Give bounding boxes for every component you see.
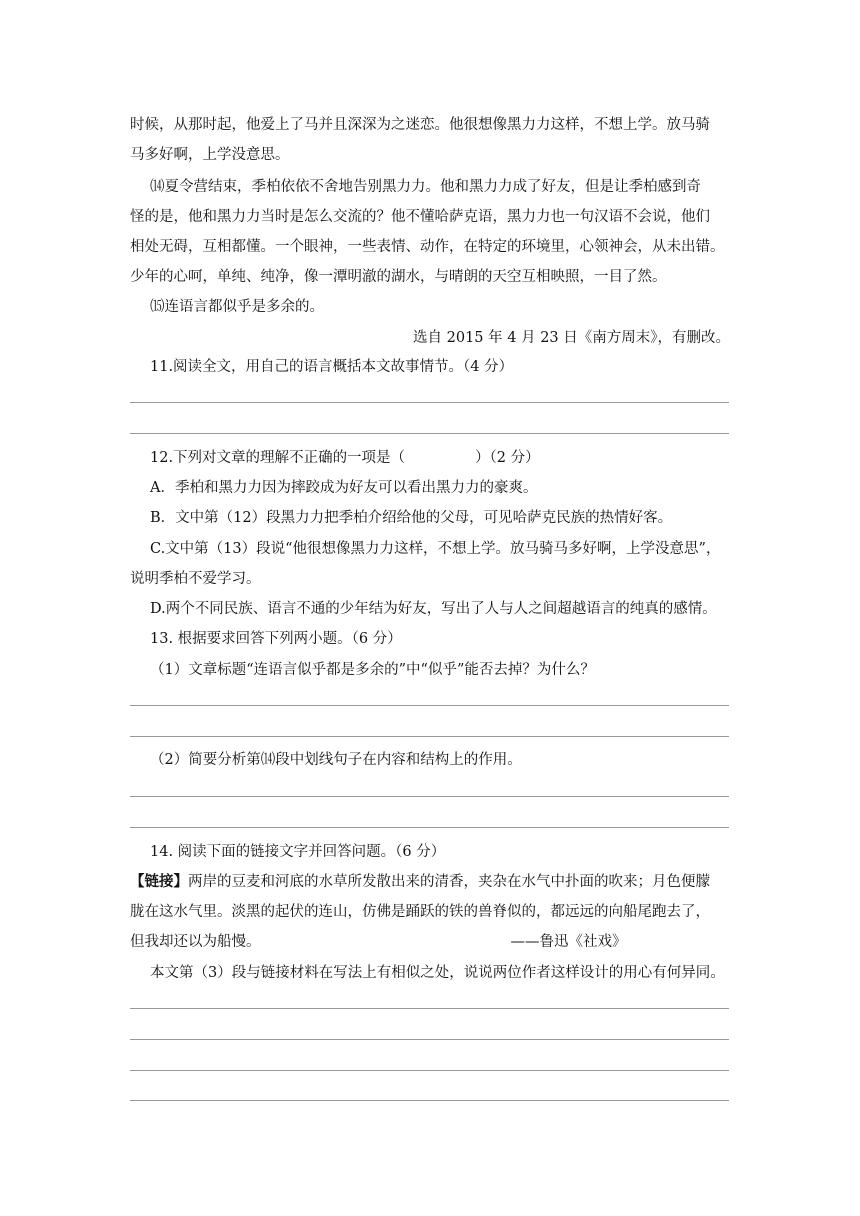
link-attribution: ——鲁迅《社戏》 [510,934,627,950]
question-13: 13. 根据要求回答下列两小题。（6 分） [150,631,402,647]
emphasis-char: 不 [289,450,304,466]
option-c: C.文中第（13）段说“他很想像黑力力这样，不想上学。放马骑马多好啊，上学没意思”， [150,541,721,557]
emphasis-char: 乎 [311,662,327,678]
option-a: A．季柏和黑力力因为摔跤成为好友可以看出黑力力的豪爽。 [150,480,538,496]
question-12 [150,448,540,468]
source-citation: 选自 2015 年 4 月 23 日《南方周末》，有删改。 [413,330,730,346]
question-12-text: 的一项是（ [332,450,406,466]
option-b: B．文中第（12）段黑力力把季柏介绍给他的父母，可见哈萨克民族的热情好客。 [150,510,673,526]
body-text-line: 时候，从那时起，他爱上了马并且深深为之迷恋。他很想像黑力力这样，不想上学。放马骑 [130,117,710,133]
link-text-line [130,932,627,952]
emphasis-char: 似 [297,662,312,678]
question-14: 14. 阅读下面的链接文字并回答问题。（6 分） [150,844,446,860]
answer-line[interactable] [130,433,729,434]
answer-line[interactable] [130,1070,729,1071]
answer-line[interactable] [130,1039,729,1040]
body-text-line: 怪的是，他和黑力力当时是怎么交流的？他不懂哈萨克语，黑力力也一句汉语不会说，他们 [130,209,710,225]
body-text-line: ⒁夏令营结束，季柏依依不舍地告别黑力力。他和黑力力成了好友，但是让季柏感到奇 [150,179,701,195]
body-text-line: ⒂连语言都似乎是多余的。 [150,299,324,315]
question-12-text: 12.下列对文章的理解 [150,450,290,466]
answer-line[interactable] [130,705,729,706]
question-11: 11.阅读全文，用自己的语言概括本文故事情节。（4 分） [150,359,514,375]
body-text-line: 马多好啊，上学没意思。 [130,147,290,163]
answer-line[interactable] [130,736,729,737]
question-13-1 [150,660,595,680]
question-13-2: （2）简要分析第⒁段中划线句子在内容和结构上的作用。 [150,752,522,768]
emphasis-char: 正 [303,450,319,466]
answer-line[interactable] [130,827,729,828]
body-text-line: 相处无碍，互相都懂。一个眼神，一些表情、动作，在特定的环境里，心领神会，从未出错。 [130,239,725,255]
link-text: 两岸的豆麦和河底的水草所发散出来的清香，夹杂在水气中扑面的吹来；月色便朦 [188,874,710,890]
answer-line[interactable] [130,402,729,403]
link-tag: 【链接】 [130,873,188,890]
link-text-line: 胧在这水气里。淡黑的起伏的连山，仿佛是踊跃的铁的兽脊似的，都远远的向船尾跑去了， [130,904,710,920]
question-13-1-text: 都是多余的”中“似乎”能否去掉？为什么？ [326,662,595,678]
question-14-prompt: 本文第（3）段与链接材料在写法上有相似之处，说说两位作者这样设计的用心有何异同。 [150,965,725,981]
link-text: 但我却还以为船慢。 [130,934,261,950]
body-text-line: 少年的心呵，单纯、纯净，像一潭明澈的湖水，与晴朗的天空互相映照，一目了然。 [130,269,667,285]
answer-line[interactable] [130,796,729,797]
question-12-text: ）（2 分） [475,450,540,466]
question-13-1-text: （1）文章标题“连语言 [150,662,298,678]
emphasis-char: 确 [318,450,333,466]
answer-line[interactable] [130,1008,729,1009]
option-c-cont: 说明季柏不爱学习。 [130,571,261,587]
answer-line[interactable] [130,1100,729,1101]
link-text-line [130,872,710,892]
option-d: D.两个不同民族、语言不通的少年结为好友，写出了人与人之间超越语言的纯真的感情。 [150,601,717,617]
